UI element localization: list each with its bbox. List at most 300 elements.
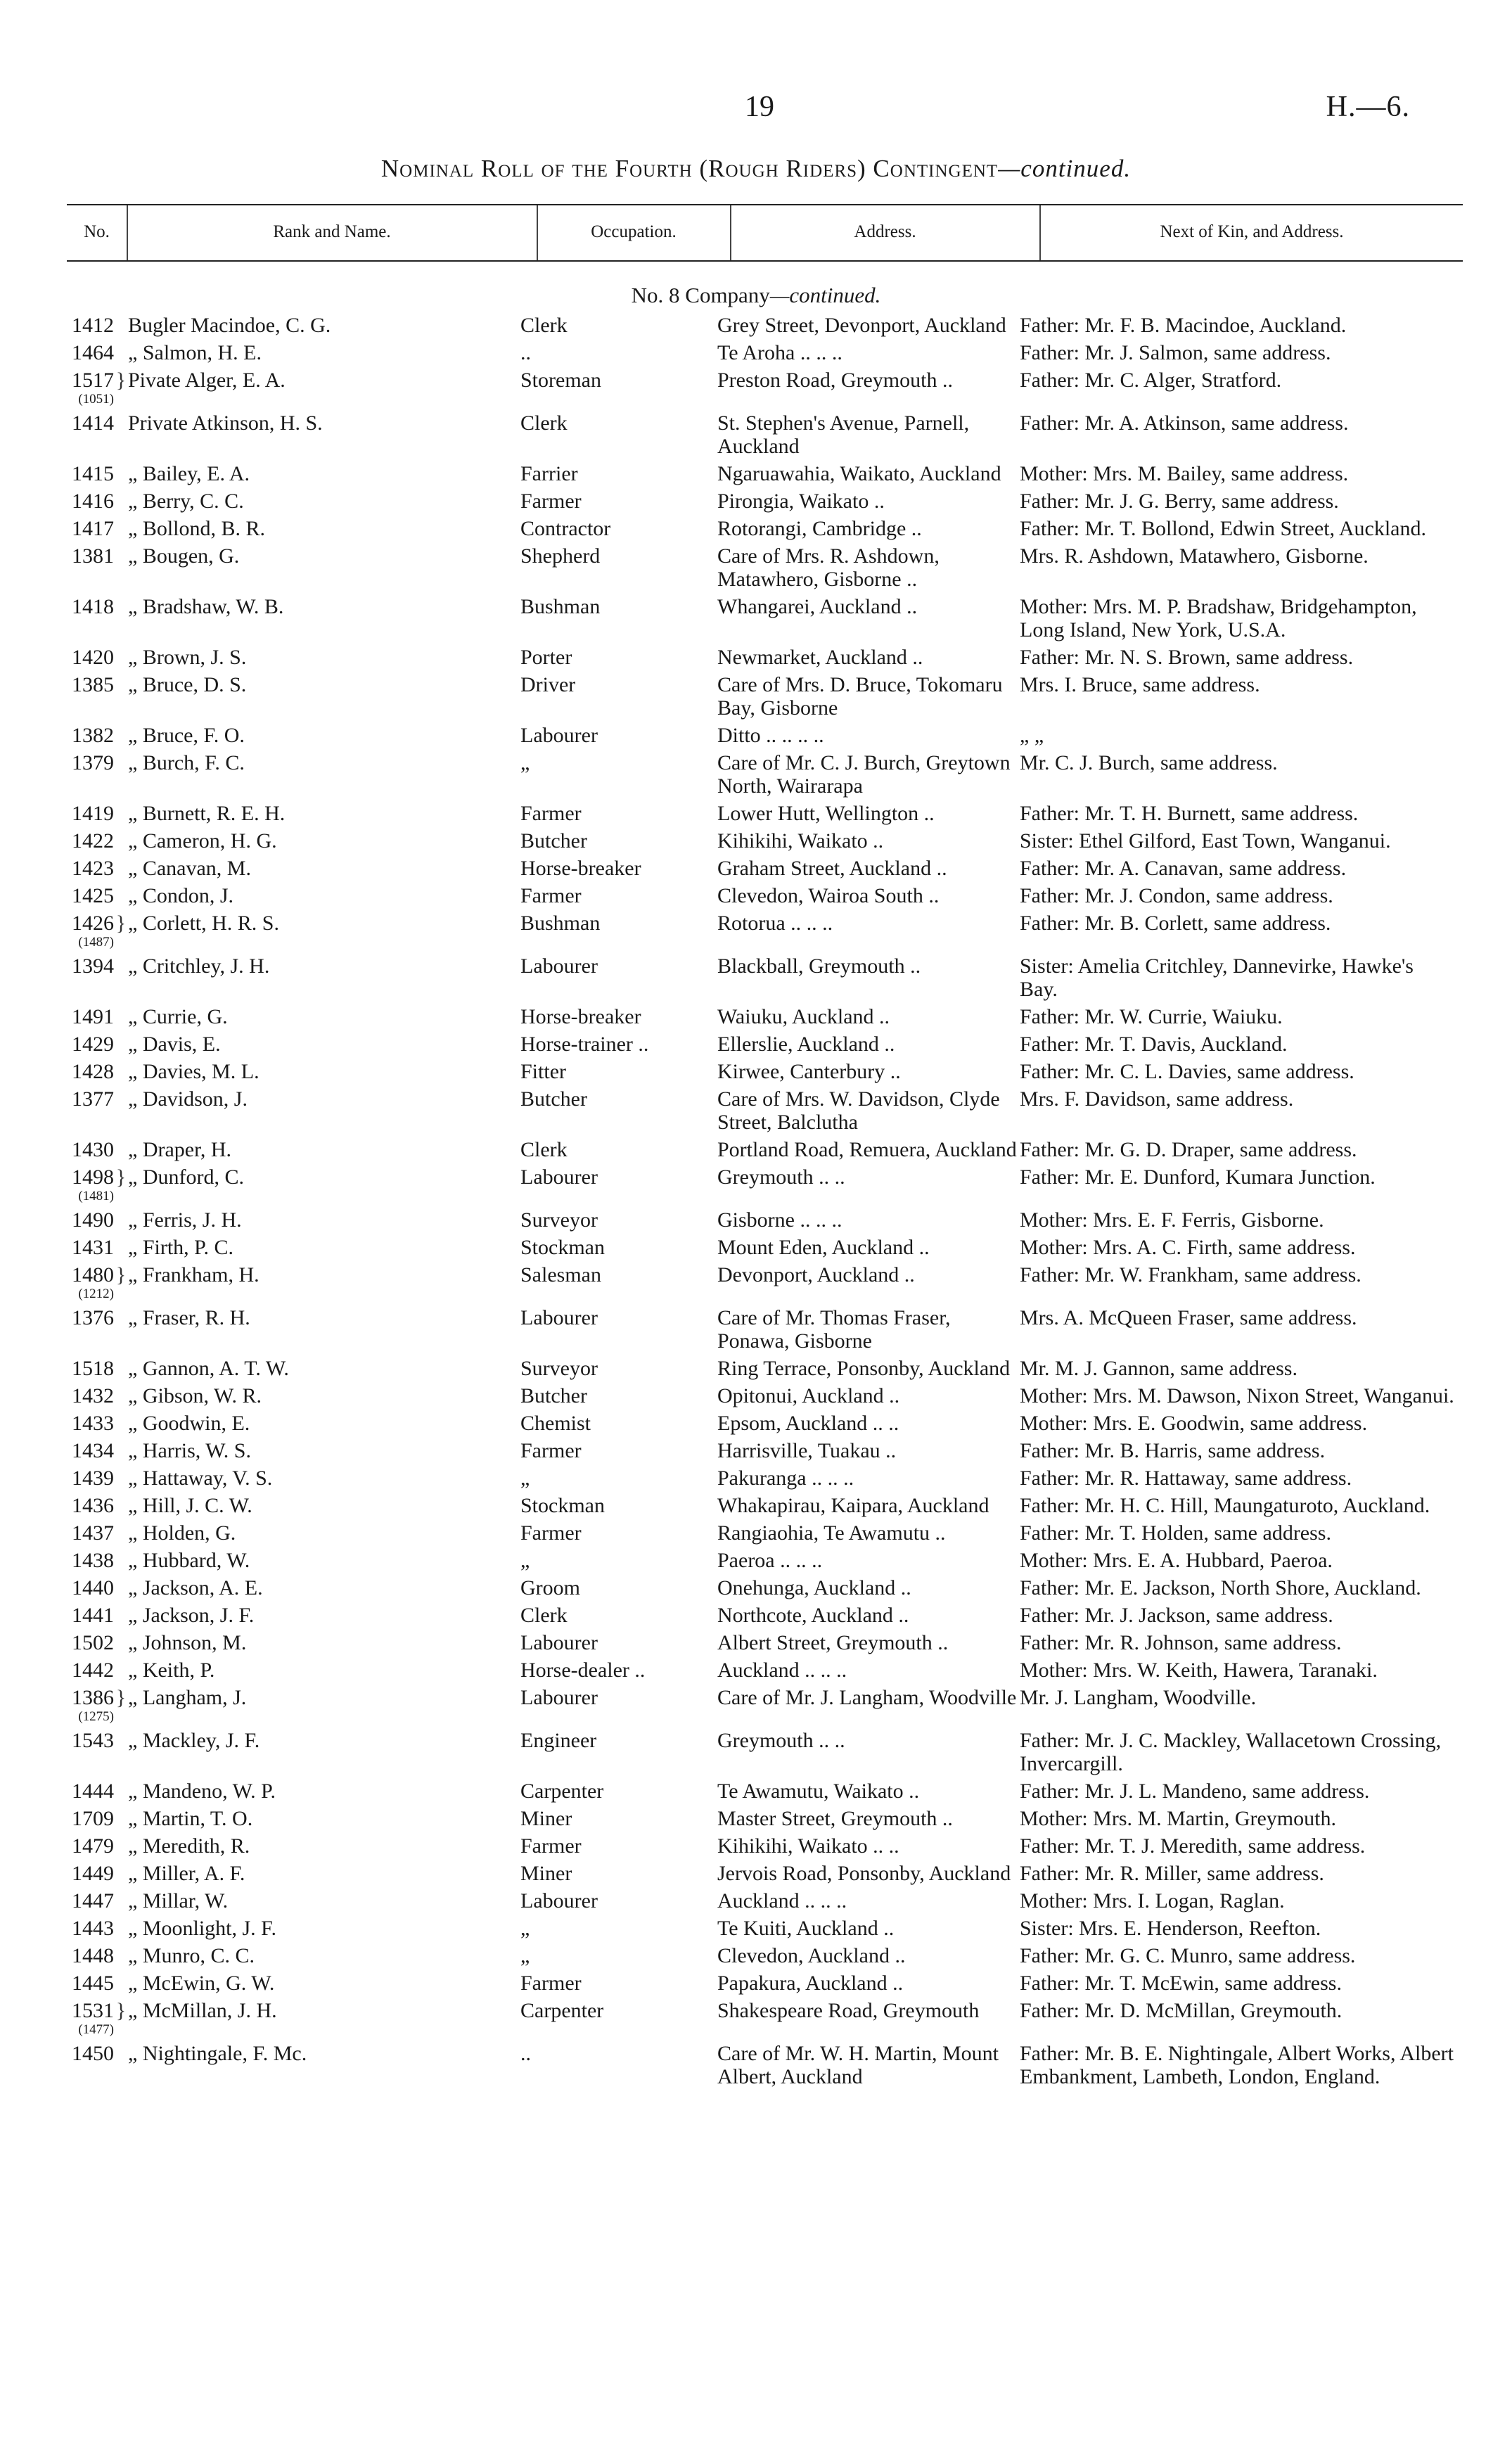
header-bottom-rule [67, 260, 1463, 262]
occupation: Horse-dealer .. [520, 1659, 646, 1682]
roll-number-value: 1448 [72, 1944, 114, 1967]
column-header-no: No. [84, 222, 110, 241]
occupation: Carpenter [520, 1999, 604, 2022]
roll-row [0, 884, 1512, 907]
page-number: 19 [745, 91, 774, 123]
roll-number [0, 1576, 114, 1599]
roll-number [0, 1944, 114, 1967]
roll-number-value: 1377 [72, 1087, 114, 1111]
occupation: Shepherd [520, 544, 601, 568]
rank-and-name: „ McEwin, G. W. [128, 1972, 275, 1995]
roll-row [0, 857, 1512, 880]
roll-row [0, 1972, 1512, 1995]
occupation: Bushman [520, 595, 601, 618]
occupation: Farmer [520, 1439, 582, 1462]
next-of-kin: Mother: Mrs. E. A. Hubbard, Paeroa. [1020, 1549, 1333, 1572]
roll-number [0, 1999, 114, 2038]
address: Greymouth .. .. [717, 1729, 845, 1752]
roll-number-value: 1433 [72, 1412, 114, 1435]
next-of-kin: Father: Mr. N. S. Brown, same address. [1020, 646, 1354, 669]
roll-number-value: 1439 [72, 1467, 114, 1490]
roll-number [0, 1549, 114, 1572]
next-of-kin: Father: Mr. T. Davis, Auckland. [1020, 1033, 1288, 1056]
occupation: „ [520, 1944, 530, 1967]
roll-row [0, 1659, 1512, 1682]
occupation: Labourer [520, 954, 598, 978]
roll-number-value: 1418 [72, 595, 114, 618]
address: Mount Eden, Auckland .. [717, 1236, 930, 1259]
rank-and-name: „ Gibson, W. R. [128, 1384, 262, 1407]
occupation: Salesman [520, 1263, 601, 1286]
roll-number [0, 1972, 114, 1995]
rank-and-name: „ Meredith, R. [128, 1834, 250, 1858]
address: Papakura, Auckland .. [717, 1972, 904, 1995]
address: Preston Road, Greymouth .. [717, 369, 953, 392]
former-roll-number: (1051) [78, 392, 114, 407]
rank-and-name: „ Ferris, J. H. [128, 1208, 242, 1232]
rank-and-name: „ Dunford, C. [128, 1165, 244, 1189]
occupation: Stockman [520, 1236, 605, 1259]
roll-number-value: 1430 [72, 1138, 114, 1161]
next-of-kin: Father: Mr. T. Bollond, Edwin Street, Auckland. [1020, 517, 1426, 540]
rank-and-name: „ Goodwin, E. [128, 1412, 250, 1435]
next-of-kin: Sister: Amelia Critchley, Dannevirke, Hawke's Bay. [1020, 954, 1419, 1001]
roll-number-value: 1531 [72, 1999, 114, 2022]
address: Albert Street, Greymouth .. [717, 1631, 949, 1654]
roll-number [0, 595, 114, 618]
roll-number [0, 884, 114, 907]
rank-and-name: „ Davies, M. L. [128, 1060, 260, 1083]
roll-number-value: 1419 [72, 802, 114, 825]
occupation: Farmer [520, 1521, 582, 1545]
roll-number [0, 1686, 114, 1725]
occupation: Fitter [520, 1060, 566, 1083]
roll-row [0, 1412, 1512, 1435]
rank-and-name: „ Holden, G. [128, 1521, 236, 1545]
address: Onehunga, Auckland .. [717, 1576, 911, 1599]
next-of-kin: Sister: Ethel Gilford, East Town, Wanganui. [1020, 829, 1391, 852]
next-of-kin: Mrs. I. Bruce, same address. [1020, 673, 1260, 696]
occupation: Farmer [520, 884, 582, 907]
rank-and-name: „ Berry, C. C. [128, 490, 244, 513]
bracket: } [115, 1263, 127, 1286]
next-of-kin: Father: Mr. F. B. Macindoe, Auckland. [1020, 314, 1347, 337]
roll-number [0, 1306, 114, 1329]
address: Pakuranga .. .. .. [717, 1467, 854, 1490]
occupation: Farmer [520, 802, 582, 825]
roll-number-value: 1385 [72, 673, 114, 696]
address: Greymouth .. .. [717, 1165, 845, 1189]
next-of-kin: Father: Mr. B. Corlett, same address. [1020, 912, 1331, 935]
roll-number-value: 1423 [72, 857, 114, 880]
bracket: } [115, 369, 127, 392]
roll-row [0, 1834, 1512, 1858]
occupation: Groom [520, 1576, 580, 1599]
address: Whakapirau, Kaipara, Auckland [717, 1494, 989, 1517]
roll-number [0, 912, 114, 950]
rank-and-name: „ Hill, J. C. W. [128, 1494, 252, 1517]
roll-number-value: 1440 [72, 1576, 114, 1599]
nominal-roll-table [0, 314, 1512, 2088]
next-of-kin: Father: Mr. R. Miller, same address. [1020, 1862, 1324, 1885]
next-of-kin: Mother: Mrs. M. P. Bradshaw, Bridgehampton, Long Island, New York, U.S.A. [1020, 595, 1423, 641]
roll-number-value: 1543 [72, 1729, 114, 1752]
company-label: No. 8 Company [631, 283, 770, 307]
roll-number-value: 1382 [72, 724, 114, 747]
rank-and-name: „ Mandeno, W. P. [128, 1780, 276, 1803]
roll-row [0, 1005, 1512, 1028]
rank-and-name: „ Corlett, H. R. S. [128, 912, 279, 935]
roll-row [0, 954, 1512, 1001]
former-roll-number: (1212) [78, 1286, 114, 1301]
roll-number [0, 646, 114, 669]
next-of-kin: Father: Mr. J. C. Mackley, Wallacetown Crossing, Invercargill. [1020, 1729, 1447, 1775]
roll-number-value: 1502 [72, 1631, 114, 1654]
next-of-kin: Sister: Mrs. E. Henderson, Reefton. [1020, 1917, 1321, 1940]
occupation: Farmer [520, 1834, 582, 1858]
roll-row [0, 751, 1512, 798]
next-of-kin: Father: Mr. C. Alger, Stratford. [1020, 369, 1282, 392]
next-of-kin: Father: Mr. C. L. Davies, same address. [1020, 1060, 1354, 1083]
address: Waiuku, Auckland .. [717, 1005, 890, 1028]
roll-row [0, 411, 1512, 458]
roll-number-value: 1376 [72, 1306, 114, 1329]
next-of-kin: Father: Mr. J. Salmon, same address. [1020, 341, 1331, 364]
roll-number [0, 1521, 114, 1545]
company-continued: —continued. [769, 283, 881, 307]
occupation: Clerk [520, 1604, 568, 1627]
roll-row [0, 1944, 1512, 1967]
roll-row [0, 673, 1512, 720]
roll-number [0, 1807, 114, 1830]
title-text: Nominal Roll of the Fourth (Rough Riders) Contingent [380, 155, 999, 182]
roll-number [0, 1005, 114, 1028]
roll-row [0, 1549, 1512, 1572]
roll-row [0, 1862, 1512, 1885]
page-title [0, 155, 1512, 183]
next-of-kin: Father: Mr. A. Atkinson, same address. [1020, 411, 1349, 435]
roll-number-value: 1490 [72, 1208, 114, 1232]
next-of-kin: Mother: Mrs. E. Goodwin, same address. [1020, 1412, 1368, 1435]
next-of-kin: Mr. J. Langham, Woodville. [1020, 1686, 1257, 1709]
occupation: Surveyor [520, 1357, 598, 1380]
bracket: } [115, 1999, 127, 2022]
next-of-kin: Father: Mr. T. Holden, same address. [1020, 1521, 1331, 1545]
roll-row [0, 829, 1512, 852]
roll-number [0, 1604, 114, 1627]
roll-row [0, 1208, 1512, 1232]
roll-number [0, 1357, 114, 1380]
rank-and-name: „ Gannon, A. T. W. [128, 1357, 289, 1380]
occupation: Farmer [520, 490, 582, 513]
rank-and-name: „ Mackley, J. F. [128, 1729, 260, 1752]
rank-and-name: „ Brown, J. S. [128, 646, 247, 669]
address: Kihikihi, Waikato .. [717, 829, 884, 852]
rank-and-name: „ Davis, E. [128, 1033, 221, 1056]
occupation: Surveyor [520, 1208, 598, 1232]
roll-number-value: 1442 [72, 1659, 114, 1682]
address: Gisborne .. .. .. [717, 1208, 843, 1232]
next-of-kin: Father: Mr. R. Hattaway, same address. [1020, 1467, 1352, 1490]
roll-number [0, 517, 114, 540]
address: Epsom, Auckland .. .. [717, 1412, 899, 1435]
address: Te Aroha .. .. .. [717, 341, 843, 364]
address: Care of Mr. Thomas Fraser, Ponawa, Gisborne [717, 1306, 956, 1353]
roll-number [0, 751, 114, 774]
roll-number-value: 1386 [72, 1686, 114, 1709]
rank-and-name: „ Frankham, H. [128, 1263, 260, 1286]
roll-row [0, 490, 1512, 513]
occupation: Miner [520, 1807, 572, 1830]
roll-number-value: 1491 [72, 1005, 114, 1028]
rank-and-name: „ Cameron, H. G. [128, 829, 277, 852]
next-of-kin: Mr. M. J. Gannon, same address. [1020, 1357, 1298, 1380]
bracket: } [115, 1165, 127, 1189]
next-of-kin: Mr. C. J. Burch, same address. [1020, 751, 1278, 774]
roll-number [0, 1087, 114, 1111]
address: Grey Street, Devonport, Auckland [717, 314, 1006, 337]
next-of-kin: Father: Mr. J. Condon, same address. [1020, 884, 1333, 907]
roll-number-value: 1443 [72, 1917, 114, 1940]
occupation: Farrier [520, 462, 578, 485]
rank-and-name: „ Bollond, B. R. [128, 517, 266, 540]
roll-number-value: 1417 [72, 517, 114, 540]
rank-and-name: „ Moonlight, J. F. [128, 1917, 276, 1940]
rank-and-name: „ Langham, J. [128, 1686, 247, 1709]
address: Care of Mrs. W. Davidson, Clyde Street, Balclutha [717, 1087, 1006, 1134]
occupation: „ [520, 1549, 530, 1572]
roll-number-value: 1379 [72, 751, 114, 774]
roll-row [0, 1384, 1512, 1407]
next-of-kin: Mrs. R. Ashdown, Matawhero, Gisborne. [1020, 544, 1369, 568]
roll-number [0, 1236, 114, 1259]
rank-and-name: „ Bougen, G. [128, 544, 240, 568]
roll-number [0, 829, 114, 852]
roll-row [0, 1060, 1512, 1083]
address: Te Awamutu, Waikato .. [717, 1780, 920, 1803]
rank-and-name: „ Draper, H. [128, 1138, 232, 1161]
roll-number [0, 1467, 114, 1490]
address: Rotorua .. .. .. [717, 912, 833, 935]
roll-row [0, 314, 1512, 337]
next-of-kin: Father: Mr. A. Canavan, same address. [1020, 857, 1347, 880]
rank-and-name: „ Jackson, A. E. [128, 1576, 263, 1599]
title-continued: —continued. [998, 155, 1132, 182]
roll-row [0, 1263, 1512, 1302]
next-of-kin: Mother: Mrs. W. Keith, Hawera, Taranaki. [1020, 1659, 1378, 1682]
former-roll-number: (1481) [78, 1189, 114, 1203]
occupation: „ [520, 1467, 530, 1490]
next-of-kin: Father: Mr. T. J. Meredith, same address. [1020, 1834, 1366, 1858]
roll-row [0, 462, 1512, 485]
roll-number [0, 1138, 114, 1161]
rank-and-name: „ Bruce, F. O. [128, 724, 245, 747]
roll-row [0, 517, 1512, 540]
roll-number [0, 1889, 114, 1912]
occupation: Labourer [520, 1165, 598, 1189]
occupation: „ [520, 1917, 530, 1940]
address: Harrisville, Tuakau .. [717, 1439, 897, 1462]
rank-and-name: „ Fraser, R. H. [128, 1306, 250, 1329]
roll-row [0, 802, 1512, 825]
roll-row [0, 646, 1512, 669]
occupation: Bushman [520, 912, 601, 935]
rank-and-name: „ Johnson, M. [128, 1631, 247, 1654]
address: Rotorangi, Cambridge .. [717, 517, 922, 540]
roll-row [0, 912, 1512, 950]
address: Care of Mr. J. Langham, Woodville [717, 1686, 1017, 1709]
rank-and-name: „ Burnett, R. E. H. [128, 802, 286, 825]
roll-row [0, 595, 1512, 641]
occupation: Chemist [520, 1412, 591, 1435]
roll-row [0, 1165, 1512, 1204]
address: Rangiaohia, Te Awamutu .. [717, 1521, 946, 1545]
roll-row [0, 724, 1512, 747]
occupation: .. [520, 341, 531, 364]
next-of-kin: Father: Mr. J. L. Mandeno, same address. [1020, 1780, 1370, 1803]
next-of-kin: Father: Mr. G. C. Munro, same address. [1020, 1944, 1356, 1967]
address: Ellerslie, Auckland .. [717, 1033, 895, 1056]
column-header-kin: Next of Kin, and Address. [1160, 222, 1344, 241]
roll-row [0, 1494, 1512, 1517]
occupation: Storeman [520, 369, 601, 392]
header-top-rule [67, 204, 1463, 205]
rank-and-name: „ Burch, F. C. [128, 751, 245, 774]
address: Care of Mr. C. J. Burch, Greytown North, Wairarapa [717, 751, 1016, 798]
roll-number-value: 1415 [72, 462, 114, 485]
roll-row [0, 1729, 1512, 1775]
address: Clevedon, Auckland .. [717, 1944, 906, 1967]
roll-number [0, 1917, 114, 1940]
roll-number-value: 1412 [72, 314, 114, 337]
address: Ngaruawahia, Waikato, Auckland [717, 462, 1001, 485]
rank-and-name: „ Harris, W. S. [128, 1439, 251, 1462]
occupation: Labourer [520, 1306, 598, 1329]
roll-row [0, 1033, 1512, 1056]
occupation: .. [520, 2042, 531, 2065]
roll-number-value: 1432 [72, 1384, 114, 1407]
roll-row [0, 1917, 1512, 1940]
roll-row [0, 1467, 1512, 1490]
next-of-kin: Father: Mr. D. McMillan, Greymouth. [1020, 1999, 1343, 2022]
roll-number [0, 369, 114, 407]
address: Te Kuiti, Auckland .. [717, 1917, 895, 1940]
roll-number-value: 1420 [72, 646, 114, 669]
roll-number [0, 724, 114, 747]
page-reference: H.—6. [1326, 91, 1410, 123]
roll-row [0, 1631, 1512, 1654]
occupation: Stockman [520, 1494, 605, 1517]
roll-number-value: 1381 [72, 544, 114, 568]
next-of-kin: „ „ [1020, 724, 1044, 747]
roll-number-value: 1498 [72, 1165, 114, 1189]
roll-row [0, 1604, 1512, 1627]
next-of-kin: Mother: Mrs. M. Bailey, same address. [1020, 462, 1349, 485]
rank-and-name: „ Miller, A. F. [128, 1862, 245, 1885]
occupation: Miner [520, 1862, 572, 1885]
rank-and-name: „ Critchley, J. H. [128, 954, 270, 978]
address: Kihikihi, Waikato .. .. [717, 1834, 899, 1858]
roll-number-value: 1425 [72, 884, 114, 907]
address: Ring Terrace, Ponsonby, Auckland [717, 1357, 1011, 1380]
roll-number [0, 314, 114, 337]
roll-number [0, 1659, 114, 1682]
address: Auckland .. .. .. [717, 1889, 847, 1912]
roll-row [0, 369, 1512, 407]
roll-number-value: 1422 [72, 829, 114, 852]
roll-number [0, 544, 114, 568]
roll-number-value: 1441 [72, 1604, 114, 1627]
address: Master Street, Greymouth .. [717, 1807, 953, 1830]
address: Auckland .. .. .. [717, 1659, 847, 1682]
address: Shakespeare Road, Greymouth [717, 1999, 980, 2022]
roll-number-value: 1445 [72, 1972, 114, 1995]
address: Care of Mr. W. H. Martin, Mount Albert, Auckland [717, 2042, 1003, 2088]
roll-row [0, 1236, 1512, 1259]
roll-number [0, 1834, 114, 1858]
rank-and-name: „ Nightingale, F. Mc. [128, 2042, 307, 2065]
roll-number [0, 1780, 114, 1803]
roll-number-value: 1480 [72, 1263, 114, 1286]
rank-and-name: „ Currie, G. [128, 1005, 228, 1028]
roll-number-value: 1437 [72, 1521, 114, 1545]
next-of-kin: Father: Mr. E. Jackson, North Shore, Auckland. [1020, 1576, 1421, 1599]
rank-and-name: „ Firth, P. C. [128, 1236, 234, 1259]
address: Northcote, Auckland .. [717, 1604, 909, 1627]
roll-number [0, 411, 114, 435]
roll-number-value: 1450 [72, 2042, 114, 2065]
address: Opitonui, Auckland .. [717, 1384, 900, 1407]
occupation: Labourer [520, 724, 598, 747]
rank-and-name: „ Millar, W. [128, 1889, 229, 1912]
roll-number [0, 1412, 114, 1435]
rank-and-name: „ Canavan, M. [128, 857, 251, 880]
roll-row [0, 1999, 1512, 2038]
occupation: Labourer [520, 1631, 598, 1654]
roll-number-value: 1414 [72, 411, 114, 435]
occupation: Driver [520, 673, 576, 696]
roll-number-value: 1447 [72, 1889, 114, 1912]
next-of-kin: Father: Mr. E. Dunford, Kumara Junction. [1020, 1165, 1376, 1189]
roll-number-value: 1449 [72, 1862, 114, 1885]
occupation: Horse-trainer .. [520, 1033, 649, 1056]
occupation: Horse-breaker [520, 1005, 641, 1028]
rank-and-name: „ Hattaway, V. S. [128, 1467, 273, 1490]
roll-number-value: 1438 [72, 1549, 114, 1572]
rank-and-name: „ Hubbard, W. [128, 1549, 250, 1572]
bracket: } [115, 1686, 127, 1709]
occupation: Clerk [520, 411, 568, 435]
roll-number [0, 1631, 114, 1654]
next-of-kin: Mrs. A. McQueen Fraser, same address. [1020, 1306, 1357, 1329]
roll-number-value: 1431 [72, 1236, 114, 1259]
roll-number [0, 1862, 114, 1885]
roll-number [0, 1060, 114, 1083]
occupation: Butcher [520, 1384, 587, 1407]
rank-and-name: „ Salmon, H. E. [128, 341, 262, 364]
rank-and-name: „ Davidson, J. [128, 1087, 248, 1111]
roll-number [0, 673, 114, 696]
roll-number-value: 1436 [72, 1494, 114, 1517]
roll-number [0, 1494, 114, 1517]
roll-number-value: 1426 [72, 912, 114, 935]
rank-and-name: Pivate Alger, E. A. [128, 369, 286, 392]
column-header-name: Rank and Name. [273, 222, 391, 241]
roll-row [0, 1889, 1512, 1912]
former-roll-number: (1477) [78, 2022, 114, 2037]
column-header-occupation: Occupation. [591, 222, 677, 241]
roll-number [0, 1729, 114, 1752]
